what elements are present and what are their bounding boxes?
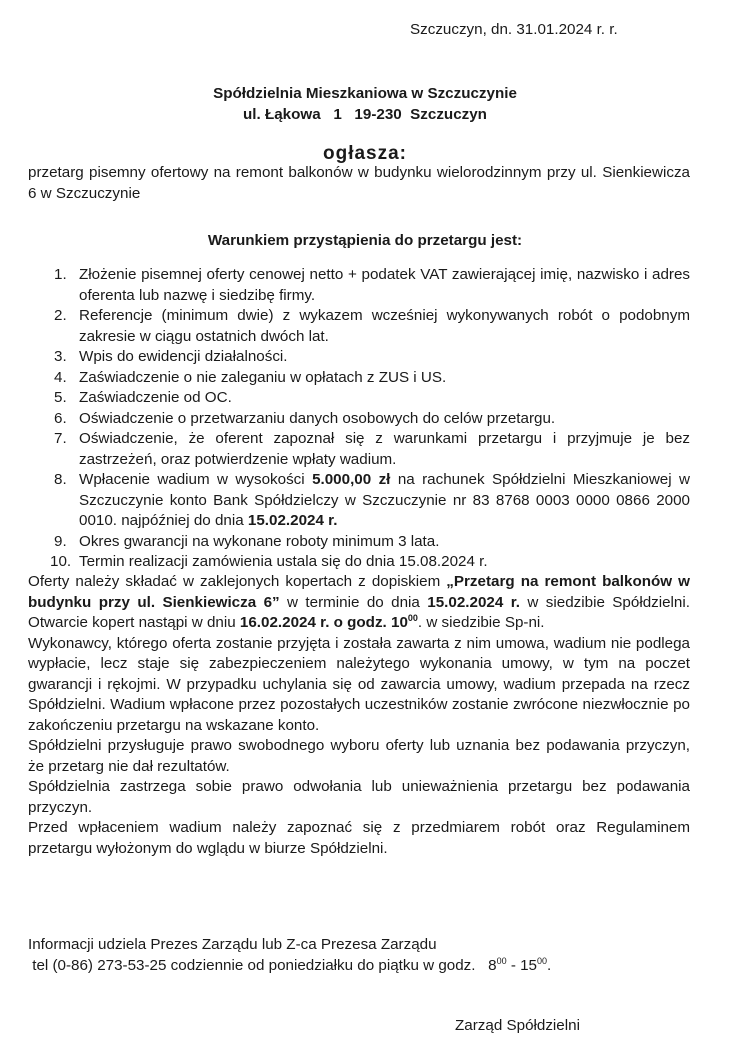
contact-info bbox=[28, 935, 690, 976]
condition-text: Oświadczenie, że oferent zapoznał się z warunkami przetargu i przyjmuje je bez zastrzeżeń, oraz potwierdzenie wpłaty wadium. bbox=[79, 430, 690, 468]
condition-text: Termin realizacji zamówienia ustala się do dnia 15.08.2024 r. bbox=[79, 553, 488, 570]
condition-text: Referencje (minimum dwie) z wykazem wcześniej wykonywanych robót o podobnym zakresie w ciągu ostatnich dwóch lat. bbox=[79, 307, 690, 345]
condition-number: 3. bbox=[54, 348, 67, 365]
offers-envelope-label: „Przetarg na remont balkonów w budynku przy ul. Sienkiewicza 6” bbox=[28, 573, 690, 611]
condition-text: Wpis do ewidencji działalności. bbox=[79, 348, 288, 365]
offers-text: . w siedzibie Sp-ni. bbox=[417, 614, 545, 631]
condition-text: Złożenie pisemnej oferty cenowej netto + podatek VAT zawierającej imię, nazwisko i adres oferenta lub nazwę i siedzibę firmy. bbox=[79, 266, 690, 304]
signature: Zarząd Spółdzielni bbox=[455, 1017, 580, 1034]
condition-number: 9. bbox=[54, 532, 67, 550]
wadium-deadline: 15.02.2024 r. bbox=[247, 512, 338, 529]
condition-text: Okres gwarancji na wykonane roboty minimum 3 lata. bbox=[79, 532, 440, 550]
hours-end-minutes: 00 bbox=[537, 955, 548, 966]
offers-paragraph bbox=[28, 572, 690, 634]
contact-phone-hours: tel (0-86) 273-53-25 codziennie od poniedziałku do piątku w godz. 8 bbox=[28, 956, 497, 974]
condition-item bbox=[32, 552, 690, 573]
condition-text: Wpłacenie wadium w wysokości bbox=[79, 471, 313, 488]
opening-date-text: 16.02.2024 r. o godz. 10 bbox=[239, 614, 408, 631]
cancel-paragraph: Spółdzielnia zastrzega sobie prawo odwołania lub unieważnienia przetargu bez podawania przyczyn. bbox=[28, 778, 690, 816]
condition-item bbox=[32, 265, 690, 306]
condition-text: Oświadczenie o przetwarzaniu danych osobowych do celów przetargu. bbox=[79, 409, 556, 427]
opening-minutes: 00 bbox=[407, 613, 418, 623]
condition-item bbox=[32, 347, 690, 368]
condition-item bbox=[32, 368, 690, 389]
condition-item bbox=[32, 429, 690, 470]
condition-number: 8. bbox=[54, 471, 67, 488]
contact-line-1: Informacji udziela Prezes Zarządu lub Z-ca Prezesa Zarządu bbox=[28, 936, 437, 953]
condition-item bbox=[32, 470, 690, 532]
conditions-list bbox=[32, 265, 690, 573]
announcement-text: przetarg pisemny ofertowy na remont balkonów w budynku wielorodzinnym przy ul. Sienkiewicza 6 w Szczuczynie bbox=[28, 164, 690, 202]
condition-number: 5. bbox=[54, 389, 67, 406]
offers-text: w siedzibie Spółdzielni. Otwarcie kopert nastąpi w dniu bbox=[28, 593, 690, 631]
condition-item bbox=[32, 306, 690, 347]
offers-text: Oferty należy składać w zaklejonych kopertach z dopiskiem bbox=[28, 573, 447, 590]
contact-line-2 bbox=[28, 956, 690, 977]
condition-number: 1. bbox=[54, 266, 67, 283]
condition-item bbox=[32, 532, 690, 553]
condition-number: 2. bbox=[54, 307, 67, 324]
condition-text: Zaświadczenie o nie zaleganiu w opłatach z ZUS i US. bbox=[79, 368, 447, 386]
condition-item bbox=[32, 409, 690, 430]
organization-name: Spółdzielnia Mieszkaniowa w Szczuczynie bbox=[213, 85, 517, 102]
place-date: Szczuczyn, dn. 31.01.2024 r. r. bbox=[410, 21, 618, 38]
hours-start-minutes: 00 bbox=[496, 955, 507, 966]
condition-number: 4. bbox=[54, 368, 67, 386]
announcement-title: ogłasza: bbox=[322, 143, 408, 164]
wadium-amount: 5.000,00 zł bbox=[312, 471, 391, 488]
conditions-heading: Warunkiem przystąpienia do przetargu jest: bbox=[207, 232, 523, 249]
announcement-intro bbox=[28, 163, 690, 204]
choice-paragraph: Spółdzielni przysługuje prawo swobodnego wyboru oferty lub uznania bez podawania przyczyn, że przetarg nie dał rezultatów. bbox=[28, 737, 690, 775]
opening-date bbox=[240, 614, 418, 631]
condition-text: na rachunek Spółdzielni Mieszkaniowej w Szczuczynie konto Bank Spółdzielczy w Szczuczynie nr 83 8768 0003 0000 0866 2000 0010. najpóźniej do dnia bbox=[79, 471, 690, 529]
offers-deadline: 15.02.2024 r. bbox=[427, 593, 520, 611]
preview-paragraph: Przed wpłaceniem wadium należy zapoznać się z przedmiarem robót oraz Regulaminem przetargu wyłożonym do wglądu w biurze Spółdzielni. bbox=[28, 819, 690, 857]
hours-separator: - 15 bbox=[506, 956, 537, 974]
wadium-paragraph: Wykonawcy, którego oferta zostanie przyjęta i została zawarta z nim umowa, wadium nie podlega wypłacie, lecz staje się zabezpieczeniem należytego wykonania umowy, w tym na poczet gwarancji i rękojmi. W przypadku uchylania się od zawarcia umowy, wadium przepada na rzecz Spółdzielni. Wadium wpłacone przez pozostałych uczestników zostanie zwrócone niezwłocznie po zakończeniu przetargu na wskazane konto. bbox=[28, 634, 690, 734]
contact-end: . bbox=[547, 956, 552, 974]
body-text bbox=[28, 572, 690, 859]
condition-item bbox=[32, 388, 690, 409]
offers-text: w terminie do dnia bbox=[279, 593, 428, 611]
organization-address: ul. Łąkowa 1 19-230 Szczuczyn bbox=[243, 106, 487, 123]
condition-number: 7. bbox=[54, 430, 67, 447]
condition-text: Zaświadczenie od OC. bbox=[79, 389, 232, 406]
condition-number: 10. bbox=[50, 553, 72, 570]
condition-number: 6. bbox=[54, 409, 67, 427]
organization-header bbox=[0, 83, 730, 125]
